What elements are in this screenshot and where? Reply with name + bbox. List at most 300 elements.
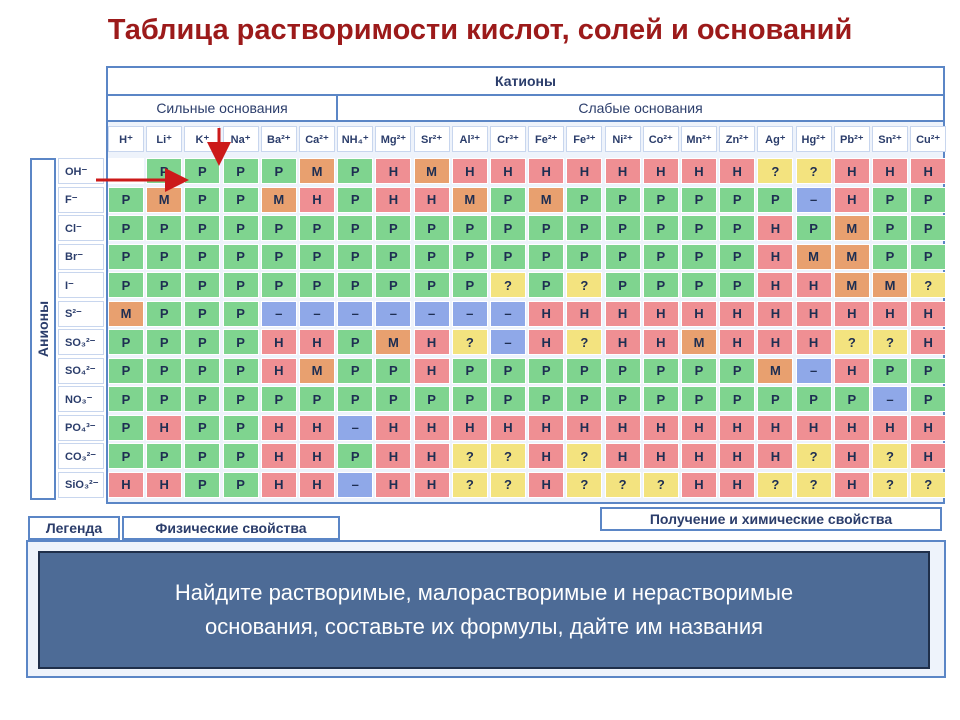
- solubility-cell[interactable]: ?: [566, 472, 602, 498]
- solubility-cell[interactable]: Р: [414, 244, 450, 270]
- solubility-cell[interactable]: Р: [719, 386, 755, 412]
- solubility-cell[interactable]: М: [108, 301, 144, 327]
- solubility-cell[interactable]: Р: [337, 244, 373, 270]
- solubility-cell[interactable]: Р: [184, 244, 220, 270]
- solubility-cell[interactable]: ?: [872, 472, 908, 498]
- solubility-cell[interactable]: М: [146, 187, 182, 213]
- solubility-cell[interactable]: Р: [528, 386, 564, 412]
- solubility-cell[interactable]: Р: [146, 158, 182, 184]
- solubility-cell[interactable]: Н: [605, 301, 641, 327]
- solubility-cell[interactable]: Н: [757, 301, 793, 327]
- anion-header[interactable]: F⁻: [58, 187, 104, 213]
- solubility-cell[interactable]: Н: [261, 358, 297, 384]
- cation-header[interactable]: Sn²⁺: [872, 126, 908, 152]
- solubility-cell[interactable]: Р: [605, 272, 641, 298]
- anion-header[interactable]: S²⁻: [58, 301, 104, 327]
- solubility-cell[interactable]: Н: [528, 329, 564, 355]
- solubility-cell[interactable]: Р: [681, 215, 717, 241]
- solubility-cell[interactable]: ?: [452, 472, 488, 498]
- solubility-cell[interactable]: Н: [834, 358, 870, 384]
- solubility-cell[interactable]: Р: [490, 244, 526, 270]
- solubility-cell[interactable]: Н: [261, 415, 297, 441]
- solubility-cell[interactable]: Р: [452, 386, 488, 412]
- solubility-cell[interactable]: Н: [681, 443, 717, 469]
- cation-header[interactable]: Ca²⁺: [299, 126, 335, 152]
- solubility-cell[interactable]: Р: [337, 187, 373, 213]
- solubility-cell[interactable]: Р: [223, 215, 259, 241]
- solubility-cell[interactable]: М: [299, 358, 335, 384]
- solubility-cell[interactable]: Р: [184, 215, 220, 241]
- solubility-cell[interactable]: Н: [375, 187, 411, 213]
- solubility-cell[interactable]: Н: [719, 158, 755, 184]
- solubility-cell[interactable]: –: [414, 301, 450, 327]
- solubility-cell[interactable]: М: [261, 187, 297, 213]
- solubility-cell[interactable]: Р: [757, 187, 793, 213]
- solubility-cell[interactable]: Р: [299, 215, 335, 241]
- solubility-cell[interactable]: Р: [184, 158, 220, 184]
- solubility-cell[interactable]: Р: [146, 244, 182, 270]
- solubility-cell[interactable]: Н: [375, 443, 411, 469]
- solubility-cell[interactable]: Р: [223, 472, 259, 498]
- solubility-cell[interactable]: Р: [375, 272, 411, 298]
- solubility-cell[interactable]: Н: [643, 443, 679, 469]
- solubility-cell[interactable]: Р: [375, 386, 411, 412]
- solubility-cell[interactable]: Р: [146, 215, 182, 241]
- solubility-cell[interactable]: Р: [108, 443, 144, 469]
- solubility-cell[interactable]: Р: [872, 187, 908, 213]
- solubility-cell[interactable]: Н: [605, 329, 641, 355]
- solubility-cell[interactable]: Р: [146, 358, 182, 384]
- solubility-cell[interactable]: –: [490, 329, 526, 355]
- solubility-cell[interactable]: Р: [184, 301, 220, 327]
- solubility-cell[interactable]: Н: [910, 443, 946, 469]
- solubility-cell[interactable]: Н: [605, 415, 641, 441]
- solubility-cell[interactable]: Р: [719, 358, 755, 384]
- solubility-cell[interactable]: –: [337, 301, 373, 327]
- solubility-cell[interactable]: –: [261, 301, 297, 327]
- solubility-cell[interactable]: Р: [261, 386, 297, 412]
- solubility-cell[interactable]: ?: [796, 443, 832, 469]
- solubility-cell[interactable]: Р: [566, 358, 602, 384]
- cation-header[interactable]: Ba²⁺: [261, 126, 297, 152]
- solubility-cell[interactable]: ?: [757, 472, 793, 498]
- solubility-cell[interactable]: Р: [261, 244, 297, 270]
- solubility-cell[interactable]: Р: [337, 329, 373, 355]
- solubility-cell[interactable]: Н: [872, 415, 908, 441]
- solubility-cell[interactable]: Р: [681, 187, 717, 213]
- cation-header[interactable]: Fe³⁺: [566, 126, 602, 152]
- solubility-cell[interactable]: ?: [566, 272, 602, 298]
- solubility-cell[interactable]: Р: [872, 244, 908, 270]
- solubility-cell[interactable]: ?: [566, 329, 602, 355]
- solubility-cell[interactable]: Н: [528, 443, 564, 469]
- solubility-cell[interactable]: ?: [490, 472, 526, 498]
- solubility-cell[interactable]: Н: [719, 329, 755, 355]
- solubility-cell[interactable]: Р: [796, 215, 832, 241]
- solubility-cell[interactable]: Р: [490, 187, 526, 213]
- solubility-cell[interactable]: Н: [834, 301, 870, 327]
- solubility-cell[interactable]: Р: [108, 244, 144, 270]
- anion-header[interactable]: SiO₃²⁻: [58, 472, 104, 498]
- solubility-cell[interactable]: ?: [490, 272, 526, 298]
- solubility-cell[interactable]: Р: [299, 272, 335, 298]
- solubility-cell[interactable]: Н: [719, 472, 755, 498]
- solubility-cell[interactable]: Р: [605, 358, 641, 384]
- solubility-cell[interactable]: Р: [528, 358, 564, 384]
- solubility-cell[interactable]: Н: [528, 301, 564, 327]
- solubility-cell[interactable]: Р: [184, 272, 220, 298]
- solubility-cell[interactable]: Н: [528, 472, 564, 498]
- solubility-cell[interactable]: Р: [681, 358, 717, 384]
- solubility-cell[interactable]: Н: [490, 158, 526, 184]
- solubility-cell[interactable]: Р: [414, 272, 450, 298]
- solubility-cell[interactable]: Р: [528, 244, 564, 270]
- solubility-cell[interactable]: Р: [108, 272, 144, 298]
- solubility-cell[interactable]: Р: [910, 215, 946, 241]
- solubility-cell[interactable]: Н: [681, 415, 717, 441]
- solubility-cell[interactable]: Р: [490, 386, 526, 412]
- solubility-cell[interactable]: Р: [566, 187, 602, 213]
- solubility-cell[interactable]: Р: [490, 215, 526, 241]
- solubility-cell[interactable]: Н: [146, 415, 182, 441]
- solubility-cell[interactable]: Н: [872, 301, 908, 327]
- solubility-cell[interactable]: Р: [108, 215, 144, 241]
- solubility-cell[interactable]: Р: [910, 187, 946, 213]
- solubility-cell[interactable]: ?: [605, 472, 641, 498]
- solubility-cell[interactable]: Н: [566, 301, 602, 327]
- solubility-cell[interactable]: Р: [834, 386, 870, 412]
- solubility-cell[interactable]: Р: [184, 472, 220, 498]
- solubility-cell[interactable]: Н: [299, 443, 335, 469]
- cation-header[interactable]: Zn²⁺: [719, 126, 755, 152]
- solubility-cell[interactable]: Н: [414, 358, 450, 384]
- solubility-cell[interactable]: Р: [643, 187, 679, 213]
- solubility-cell[interactable]: Р: [681, 244, 717, 270]
- solubility-cell[interactable]: Р: [146, 272, 182, 298]
- solubility-cell[interactable]: ?: [910, 272, 946, 298]
- solubility-cell[interactable]: ?: [757, 158, 793, 184]
- solubility-cell[interactable]: Р: [337, 215, 373, 241]
- anion-header[interactable]: NO₃⁻: [58, 386, 104, 412]
- solubility-cell[interactable]: Н: [796, 301, 832, 327]
- solubility-cell[interactable]: Н: [834, 187, 870, 213]
- solubility-cell[interactable]: Р: [299, 386, 335, 412]
- solubility-cell[interactable]: Р: [223, 415, 259, 441]
- solubility-cell[interactable]: Р: [566, 386, 602, 412]
- anion-header[interactable]: OH⁻: [58, 158, 104, 184]
- solubility-cell[interactable]: Н: [910, 415, 946, 441]
- solubility-cell[interactable]: Н: [299, 187, 335, 213]
- cation-header[interactable]: Ni²⁺: [605, 126, 641, 152]
- solubility-cell[interactable]: Р: [452, 215, 488, 241]
- solubility-cell[interactable]: Р: [643, 272, 679, 298]
- solubility-cell[interactable]: Н: [910, 329, 946, 355]
- solubility-cell[interactable]: ?: [643, 472, 679, 498]
- solubility-cell[interactable]: Р: [643, 386, 679, 412]
- solubility-cell[interactable]: Н: [834, 415, 870, 441]
- solubility-cell[interactable]: Р: [108, 358, 144, 384]
- solubility-cell[interactable]: –: [452, 301, 488, 327]
- solubility-cell[interactable]: Н: [261, 443, 297, 469]
- solubility-cell[interactable]: М: [757, 358, 793, 384]
- solubility-cell[interactable]: ?: [796, 472, 832, 498]
- solubility-cell[interactable]: Н: [796, 415, 832, 441]
- solubility-cell[interactable]: Р: [223, 301, 259, 327]
- solubility-cell[interactable]: Р: [452, 358, 488, 384]
- solubility-cell[interactable]: Н: [643, 329, 679, 355]
- solubility-cell[interactable]: Р: [223, 272, 259, 298]
- solubility-cell[interactable]: Н: [757, 215, 793, 241]
- solubility-cell[interactable]: –: [872, 386, 908, 412]
- solubility-cell[interactable]: М: [452, 187, 488, 213]
- solubility-cell[interactable]: Р: [184, 187, 220, 213]
- solubility-cell[interactable]: Н: [681, 301, 717, 327]
- solubility-cell[interactable]: Н: [757, 415, 793, 441]
- solubility-cell[interactable]: Н: [108, 472, 144, 498]
- solubility-cell[interactable]: Р: [681, 272, 717, 298]
- solubility-cell[interactable]: Р: [375, 215, 411, 241]
- solubility-cell[interactable]: Р: [719, 215, 755, 241]
- solubility-cell[interactable]: [108, 158, 144, 184]
- solubility-cell[interactable]: Р: [184, 415, 220, 441]
- solubility-cell[interactable]: ?: [490, 443, 526, 469]
- solubility-cell[interactable]: Н: [375, 472, 411, 498]
- solubility-cell[interactable]: Р: [910, 244, 946, 270]
- solubility-cell[interactable]: Н: [910, 301, 946, 327]
- solubility-cell[interactable]: М: [834, 244, 870, 270]
- solubility-cell[interactable]: Н: [528, 158, 564, 184]
- solubility-cell[interactable]: Р: [184, 329, 220, 355]
- solubility-cell[interactable]: Р: [605, 187, 641, 213]
- solubility-cell[interactable]: Н: [299, 415, 335, 441]
- anion-header[interactable]: PO₄³⁻: [58, 415, 104, 441]
- solubility-cell[interactable]: Р: [146, 443, 182, 469]
- solubility-cell[interactable]: Р: [490, 358, 526, 384]
- solubility-cell[interactable]: ?: [872, 443, 908, 469]
- solubility-cell[interactable]: Н: [605, 158, 641, 184]
- solubility-cell[interactable]: Р: [223, 443, 259, 469]
- solubility-cell[interactable]: ?: [872, 329, 908, 355]
- solubility-cell[interactable]: Р: [337, 158, 373, 184]
- solubility-cell[interactable]: ?: [566, 443, 602, 469]
- solubility-cell[interactable]: Н: [757, 443, 793, 469]
- cation-header[interactable]: Hg²⁺: [796, 126, 832, 152]
- solubility-cell[interactable]: Н: [834, 472, 870, 498]
- solubility-cell[interactable]: Н: [796, 272, 832, 298]
- solubility-cell[interactable]: Н: [414, 415, 450, 441]
- solubility-cell[interactable]: Р: [223, 187, 259, 213]
- solubility-cell[interactable]: М: [872, 272, 908, 298]
- solubility-cell[interactable]: Н: [719, 443, 755, 469]
- solubility-cell[interactable]: Р: [872, 215, 908, 241]
- solubility-cell[interactable]: –: [375, 301, 411, 327]
- anion-header[interactable]: I⁻: [58, 272, 104, 298]
- solubility-cell[interactable]: Н: [757, 244, 793, 270]
- cation-header[interactable]: Co²⁺: [643, 126, 679, 152]
- solubility-cell[interactable]: Р: [108, 415, 144, 441]
- solubility-cell[interactable]: Р: [223, 386, 259, 412]
- solubility-cell[interactable]: Н: [414, 472, 450, 498]
- solubility-cell[interactable]: Н: [834, 443, 870, 469]
- solubility-cell[interactable]: –: [796, 358, 832, 384]
- solubility-cell[interactable]: Р: [719, 272, 755, 298]
- cation-header[interactable]: Cr³⁺: [490, 126, 526, 152]
- cation-header[interactable]: Mg²⁺: [375, 126, 411, 152]
- solubility-cell[interactable]: Р: [299, 244, 335, 270]
- solubility-cell[interactable]: Н: [719, 301, 755, 327]
- solubility-cell[interactable]: Р: [681, 386, 717, 412]
- solubility-cell[interactable]: Р: [452, 244, 488, 270]
- tab-physical-properties[interactable]: Физические свойства: [122, 516, 340, 540]
- cation-header[interactable]: Sr²⁺: [414, 126, 450, 152]
- solubility-cell[interactable]: Р: [337, 358, 373, 384]
- solubility-cell[interactable]: Н: [910, 158, 946, 184]
- solubility-cell[interactable]: Н: [681, 472, 717, 498]
- solubility-cell[interactable]: Р: [643, 215, 679, 241]
- solubility-cell[interactable]: Р: [566, 244, 602, 270]
- cation-header[interactable]: Mn²⁺: [681, 126, 717, 152]
- tab-chemical-properties[interactable]: Получение и химические свойства: [600, 507, 942, 531]
- solubility-cell[interactable]: М: [834, 215, 870, 241]
- solubility-cell[interactable]: Р: [337, 386, 373, 412]
- cation-header[interactable]: H⁺: [108, 126, 144, 152]
- solubility-cell[interactable]: М: [796, 244, 832, 270]
- solubility-cell[interactable]: Р: [757, 386, 793, 412]
- solubility-cell[interactable]: Р: [910, 386, 946, 412]
- solubility-cell[interactable]: Р: [223, 158, 259, 184]
- solubility-cell[interactable]: Р: [643, 244, 679, 270]
- solubility-cell[interactable]: Н: [757, 329, 793, 355]
- solubility-cell[interactable]: Р: [910, 358, 946, 384]
- solubility-cell[interactable]: Р: [146, 301, 182, 327]
- solubility-cell[interactable]: Н: [452, 415, 488, 441]
- solubility-cell[interactable]: Н: [681, 158, 717, 184]
- solubility-cell[interactable]: Н: [566, 158, 602, 184]
- solubility-cell[interactable]: Н: [643, 158, 679, 184]
- solubility-cell[interactable]: Н: [261, 329, 297, 355]
- solubility-cell[interactable]: Р: [375, 358, 411, 384]
- solubility-cell[interactable]: Р: [184, 443, 220, 469]
- solubility-cell[interactable]: Н: [452, 158, 488, 184]
- solubility-cell[interactable]: Р: [872, 358, 908, 384]
- solubility-cell[interactable]: Р: [337, 443, 373, 469]
- solubility-cell[interactable]: М: [299, 158, 335, 184]
- solubility-cell[interactable]: Р: [146, 386, 182, 412]
- solubility-cell[interactable]: Р: [796, 386, 832, 412]
- solubility-cell[interactable]: Н: [719, 415, 755, 441]
- solubility-cell[interactable]: Р: [261, 272, 297, 298]
- cation-header[interactable]: K⁺: [184, 126, 220, 152]
- solubility-cell[interactable]: Р: [719, 187, 755, 213]
- solubility-cell[interactable]: Р: [528, 272, 564, 298]
- solubility-cell[interactable]: Н: [490, 415, 526, 441]
- solubility-cell[interactable]: Р: [643, 358, 679, 384]
- solubility-cell[interactable]: М: [414, 158, 450, 184]
- cation-header[interactable]: Pb²⁺: [834, 126, 870, 152]
- solubility-cell[interactable]: Р: [414, 386, 450, 412]
- solubility-cell[interactable]: Р: [605, 386, 641, 412]
- anion-header[interactable]: Br⁻: [58, 244, 104, 270]
- solubility-cell[interactable]: Н: [605, 443, 641, 469]
- solubility-cell[interactable]: Р: [337, 272, 373, 298]
- solubility-cell[interactable]: Р: [223, 358, 259, 384]
- solubility-cell[interactable]: Н: [261, 472, 297, 498]
- solubility-cell[interactable]: Н: [566, 415, 602, 441]
- anion-header[interactable]: SO₄²⁻: [58, 358, 104, 384]
- solubility-cell[interactable]: Н: [414, 187, 450, 213]
- solubility-cell[interactable]: Н: [796, 329, 832, 355]
- solubility-cell[interactable]: Р: [223, 244, 259, 270]
- solubility-cell[interactable]: М: [681, 329, 717, 355]
- solubility-cell[interactable]: Н: [757, 272, 793, 298]
- solubility-cell[interactable]: ?: [834, 329, 870, 355]
- cation-header[interactable]: Li⁺: [146, 126, 182, 152]
- solubility-cell[interactable]: Р: [146, 329, 182, 355]
- solubility-cell[interactable]: Н: [414, 329, 450, 355]
- tab-legend[interactable]: Легенда: [28, 516, 120, 540]
- solubility-cell[interactable]: Н: [375, 158, 411, 184]
- solubility-cell[interactable]: Р: [108, 187, 144, 213]
- solubility-cell[interactable]: Н: [834, 158, 870, 184]
- solubility-cell[interactable]: Н: [643, 301, 679, 327]
- solubility-cell[interactable]: –: [490, 301, 526, 327]
- solubility-cell[interactable]: Р: [261, 158, 297, 184]
- solubility-cell[interactable]: Р: [223, 329, 259, 355]
- cation-header[interactable]: Fe²⁺: [528, 126, 564, 152]
- solubility-cell[interactable]: М: [375, 329, 411, 355]
- solubility-cell[interactable]: Р: [261, 215, 297, 241]
- solubility-cell[interactable]: Р: [605, 244, 641, 270]
- solubility-cell[interactable]: –: [337, 472, 373, 498]
- solubility-cell[interactable]: Р: [108, 386, 144, 412]
- solubility-cell[interactable]: Р: [184, 386, 220, 412]
- cation-header[interactable]: Al³⁺: [452, 126, 488, 152]
- solubility-cell[interactable]: Р: [719, 244, 755, 270]
- solubility-cell[interactable]: М: [834, 272, 870, 298]
- solubility-cell[interactable]: ?: [452, 443, 488, 469]
- solubility-cell[interactable]: Н: [643, 415, 679, 441]
- solubility-cell[interactable]: Р: [566, 215, 602, 241]
- solubility-cell[interactable]: Н: [146, 472, 182, 498]
- solubility-cell[interactable]: Н: [299, 329, 335, 355]
- cation-header[interactable]: Ag⁺: [757, 126, 793, 152]
- solubility-cell[interactable]: ?: [910, 472, 946, 498]
- solubility-cell[interactable]: –: [299, 301, 335, 327]
- solubility-cell[interactable]: Н: [299, 472, 335, 498]
- solubility-cell[interactable]: –: [337, 415, 373, 441]
- solubility-cell[interactable]: Н: [375, 415, 411, 441]
- anion-header[interactable]: CO₃²⁻: [58, 443, 104, 469]
- solubility-cell[interactable]: ?: [796, 158, 832, 184]
- solubility-cell[interactable]: Р: [452, 272, 488, 298]
- solubility-cell[interactable]: М: [528, 187, 564, 213]
- solubility-cell[interactable]: Н: [528, 415, 564, 441]
- cation-header[interactable]: NH₄⁺: [337, 126, 373, 152]
- cation-header[interactable]: Na⁺: [223, 126, 259, 152]
- solubility-cell[interactable]: Р: [184, 358, 220, 384]
- solubility-cell[interactable]: ?: [452, 329, 488, 355]
- solubility-cell[interactable]: Р: [605, 215, 641, 241]
- solubility-cell[interactable]: Н: [414, 443, 450, 469]
- anion-header[interactable]: Cl⁻: [58, 215, 104, 241]
- solubility-cell[interactable]: Р: [414, 215, 450, 241]
- solubility-cell[interactable]: Р: [108, 329, 144, 355]
- solubility-cell[interactable]: Н: [872, 158, 908, 184]
- solubility-cell[interactable]: Р: [528, 215, 564, 241]
- cation-header[interactable]: Cu²⁺: [910, 126, 946, 152]
- solubility-cell[interactable]: Р: [375, 244, 411, 270]
- solubility-cell[interactable]: –: [796, 187, 832, 213]
